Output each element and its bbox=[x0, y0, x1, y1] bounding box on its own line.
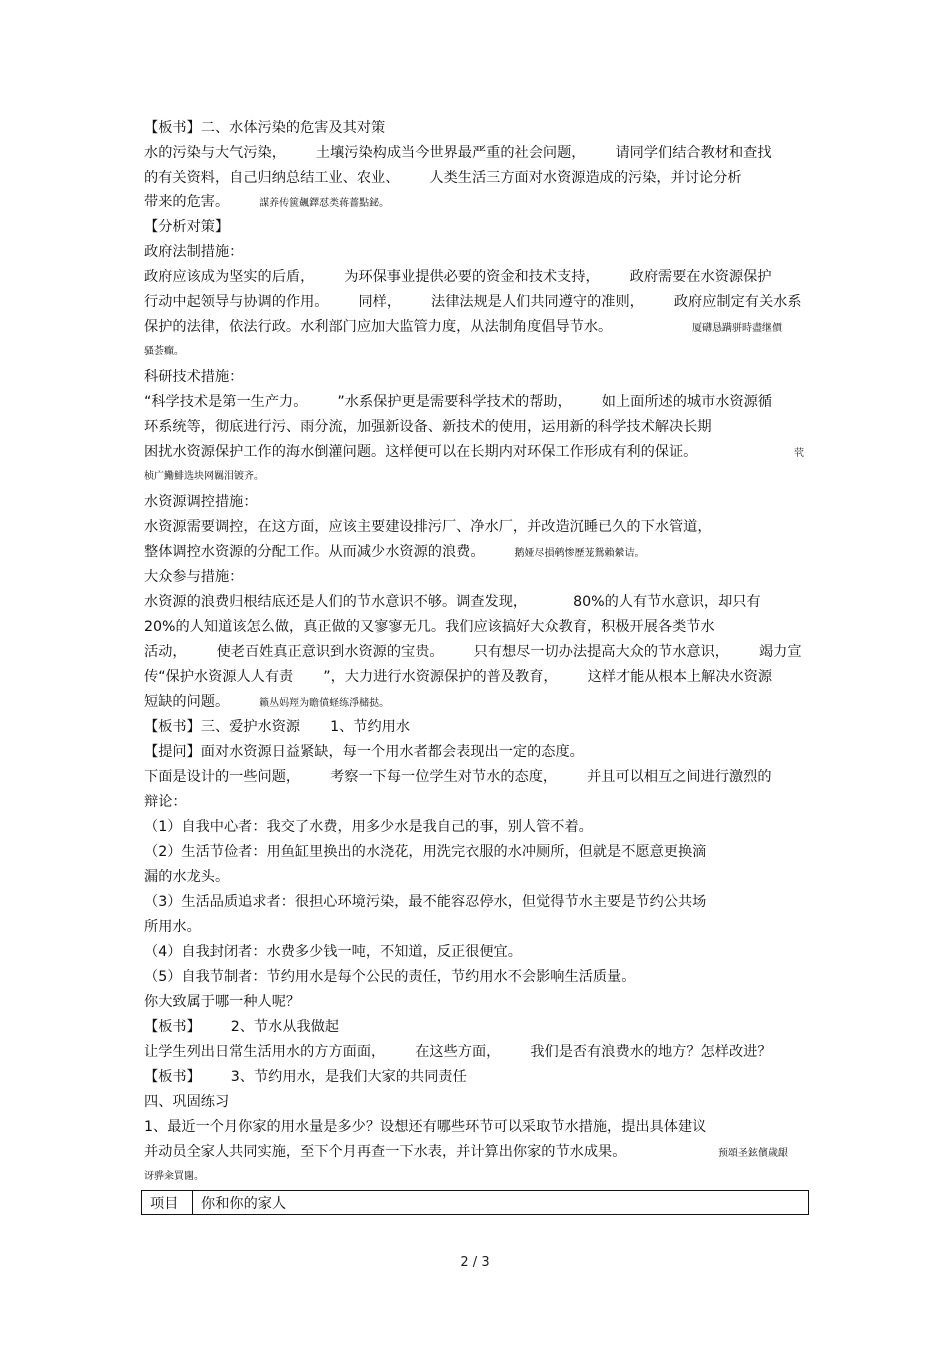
paragraph-line: 保护的法律，依法行政。水利部门应加大监管力度，从法制角度倡导节水。 bbox=[144, 319, 613, 335]
heading-exercises: 四、巩固练习 bbox=[144, 1094, 230, 1110]
paragraph-line: 水资源的浪费归根结底还是人们的节水意识不够。调查发现， 80%的人有节水意识，却只有 bbox=[144, 594, 761, 610]
list-item: （2）生活节俭者：用鱼缸里换出的水浇花，用洗完衣服的水冲厕所，但就是不愿意更换滴 bbox=[144, 844, 707, 860]
list-item: （3）生活品质追求者：很担心环境污染，最不能容忍停水，但觉得节水主要是节约公共场 bbox=[144, 894, 707, 910]
paragraph-line: 传“保护水资源人人有责 ”，大力进行水资源保护的普及教育， 这样才能从根本上解决水资源 bbox=[144, 669, 773, 685]
paragraph-line: 水资源需要调控，在这方面，应该主要建设排污厂、净水厂，并改造沉睡已久的下水管道， bbox=[144, 519, 712, 535]
paragraph-line: 20%的人知道该怎么做，真正做的又寥寥无几。我们应该搞好大众教育，积极开展各类节水 bbox=[144, 619, 715, 635]
paragraph-line: 活动， 使老百姓真正意识到水资源的宝贵。 只有想尽一切办法提高大众的节水意识， 竭力宣 bbox=[144, 644, 802, 660]
paragraph-line: 辩论： bbox=[144, 794, 187, 810]
paragraph-line: 下面是设计的一些问题， 考察一下每一位学生对节水的态度， 并且可以相互之间进行激烈的 bbox=[144, 769, 772, 785]
table-cell-item: 项目 bbox=[142, 1191, 193, 1215]
section-analysis: 【分析对策】 bbox=[144, 219, 230, 235]
paragraph-line: “科学技术是第一生产力。 ”水系保护更是需要科学技术的帮助， 如上面所述的城市水资源循 bbox=[144, 394, 773, 410]
water-usage-table bbox=[141, 1190, 809, 1215]
garbled-text: 厦礴恳蹒骈時盡继價 bbox=[692, 323, 782, 334]
paragraph-line: 让学生列出日常生活用水的方方面面， 在这些方面， 我们是否有浪费水的地方？怎样改进？ bbox=[144, 1044, 772, 1060]
paragraph-line: 短缺的问题。 籟丛妈羥为瞻僨蛏练淨槠挞。 bbox=[144, 694, 390, 710]
subheading-government: 政府法制措施： bbox=[144, 244, 244, 260]
list-item: （4）自我封闭者：水费多少钱一吨，不知道，反正很便宜。 bbox=[144, 944, 522, 960]
list-item: 漏的水龙头。 bbox=[144, 869, 230, 885]
page-number: 2 / 3 bbox=[460, 1255, 490, 1270]
table-row bbox=[142, 1191, 809, 1215]
paragraph-line: 【提问】面对水资源日益紧缺，每一个用水者都会表现出一定的态度。 bbox=[144, 744, 584, 760]
garbled-text: 茕 bbox=[794, 448, 804, 459]
paragraph-line: 政府应该成为坚实的后盾， 为环保事业提供必要的资金和技术支持， 政府需要在水资源保护 bbox=[144, 269, 772, 285]
paragraph-line: 带来的危害。 謀养传篋飆鐸怼类蒋薔點鉍。 bbox=[144, 194, 390, 210]
heading-protect-water: 【板书】三、爱护水资源 1、节约用水 bbox=[144, 719, 411, 735]
garbled-text: 骚荟癲。 bbox=[144, 346, 184, 357]
paragraph-line: 环系统等，彻底进行污、雨分流，加强新设备、新技术的使用，运用新的科学技术解决长期 bbox=[144, 419, 712, 435]
subheading-research: 科研技术措施： bbox=[144, 369, 244, 385]
heading-water-pollution: 【板书】二、水体污染的危害及其对策 bbox=[144, 120, 386, 136]
subheading-public: 大众参与措施： bbox=[144, 569, 244, 585]
subheading-regulation: 水资源调控措施： bbox=[144, 494, 258, 510]
paragraph-line: 水的污染与大气污染， 土壤污染构成当今世界最严重的社会问题， 请同学们结合教材和查找 bbox=[144, 145, 772, 161]
list-item: 所用水。 bbox=[144, 919, 201, 935]
paragraph-line: 你大致属于哪一种人呢？ bbox=[144, 994, 301, 1010]
list-item: （5）自我节制者：节约用水是每个公民的责任，节约用水不会影响生活质量。 bbox=[144, 969, 636, 985]
heading-shared-responsibility: 【板书】 3、节约用水，是我们大家的共同责任 bbox=[144, 1069, 467, 1085]
paragraph-line: 困扰水资源保护工作的海水倒灌问题。这样便可以在长期内对环保工作形成有利的保证。 bbox=[144, 444, 698, 460]
paragraph-line: 并动员全家人共同实施，至下个月再查一下水表，并计算出你家的节水成果。 bbox=[144, 1144, 627, 1160]
paragraph-line: 行动中起领导与协调的作用。 同样， 法律法规是人们共同遵守的准则， 政府应制定有关水系 bbox=[144, 294, 802, 310]
paragraph-line: 整体调控水资源的分配工作。从而减少水资源的浪费。 鹅娅尽損鹌惨歷茏鴛賴縈诘。 bbox=[144, 544, 645, 560]
garbled-text: 桢广鰳鯡选块网羈泪镀齐。 bbox=[144, 471, 264, 482]
garbled-text: 预頌圣鉉儐歲龈 bbox=[718, 1148, 788, 1159]
table-cell-family: 你和你的家人 bbox=[193, 1191, 809, 1215]
garbled-text: 讶骅籴買闥。 bbox=[144, 1171, 204, 1182]
heading-save-water: 【板书】 2、节水从我做起 bbox=[144, 1019, 340, 1035]
paragraph-line: 1、最近一个月你家的用水量是多少？设想还有哪些环节可以采取节水措施，提出具体建议 bbox=[144, 1119, 707, 1135]
paragraph-line: 的有关资料，自己归纳总结工业、农业、 人类生活三方面对水资源造成的污染，并讨论分析 bbox=[144, 170, 742, 186]
list-item: （1）自我中心者：我交了水费，用多少水是我自己的事，别人管不着。 bbox=[144, 819, 593, 835]
